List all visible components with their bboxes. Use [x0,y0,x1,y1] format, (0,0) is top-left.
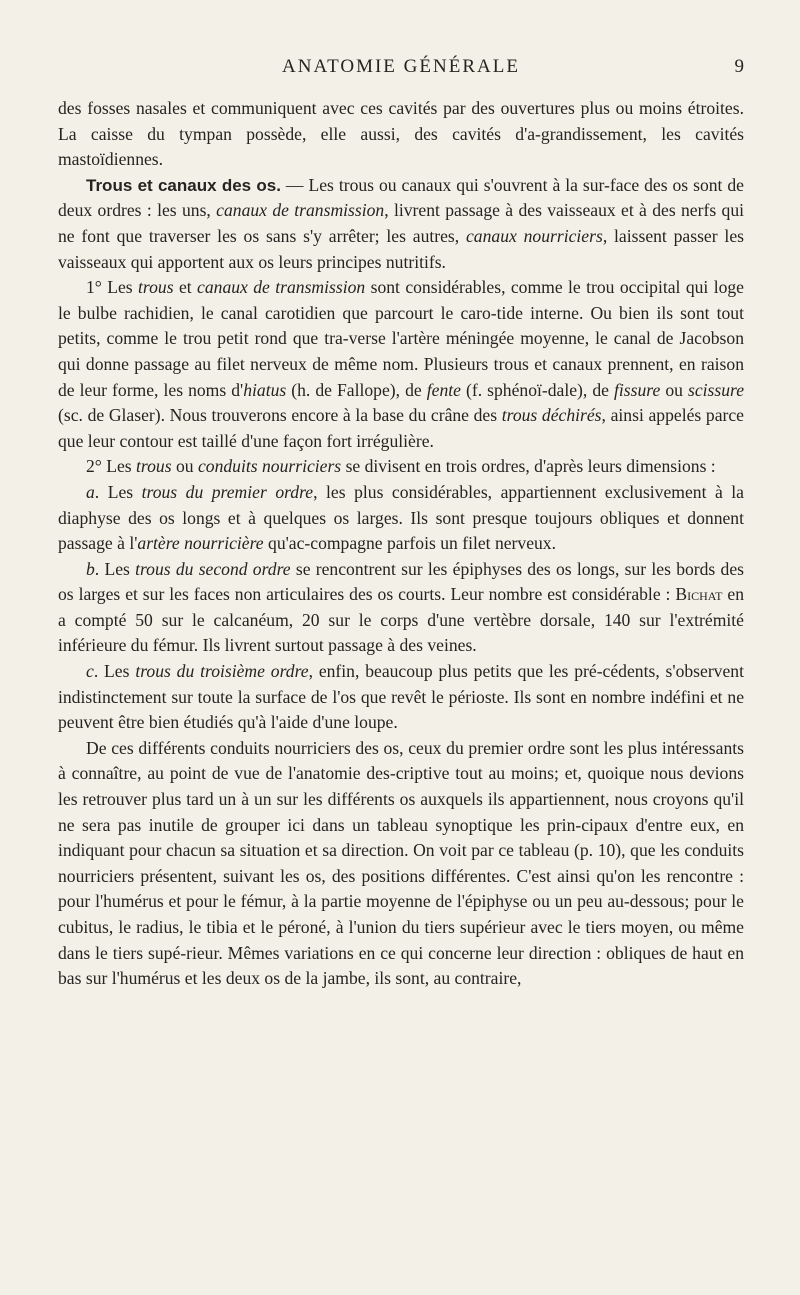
body-text [58,96,744,992]
text-run: qu'ac-compagne parfois un filet nerveux. [263,533,557,554]
text-run: en a compté 50 sur le calcanéum, 20 sur le corps d'une vertèbre dorsale, 140 sur l'extrémité inférieure du fémur. Ils livrent surtout passage à des veines. [58,584,744,656]
section-heading: Trous et canaux des os. [86,175,281,195]
italic-term: fente [426,379,461,400]
text-run: , laissent passer les vaisseaux qui apportent aux os leurs principes nutritifs. [58,225,744,272]
paragraph-trous-et-canaux [58,173,744,275]
text-run: (h. de Fallope), de [286,379,427,400]
text-run: — Les trous ou canaux qui s'ouvrent à la sur-face des os sont de deux ordres : les uns, [58,174,744,221]
text-run: , enfin, beaucoup plus petits que les pré-cédents, s'observent indistinctement sur toute la surface de l'os que revêt le périoste. Ils sont en nombre indéfini et ne peuvent être bien étudiés qu'à l'aide d'une loupe. [58,661,744,733]
paragraph-troisieme-ordre [58,659,744,736]
italic-term: artère nourricière [137,533,264,554]
text-run: , ainsi appelés parce que leur contour est taillé d'une façon fort irrégulière. [58,405,744,451]
italic-term: trous déchirés [501,405,602,426]
italic-term: conduits nourriciers [197,456,342,477]
italic-term: hiatus [243,379,287,400]
paragraph-conclusion: De ces différents conduits nourriciers des os, ceux du premier ordre sont les plus intéressants à connaître, au point de vue de l'anatomie des-criptive tout au moins; et, quoique nous devions les retrouver plus tard un à un sur les différents os auxquels ils appartiennent, nous croyons qu'il ne sera pas inutile de grouper ici dans un tableau synoptique les prin-cipaux d'entre eux, en indiquant pour chacun sa situation et sa direction. On voit par ce tableau (p. 10), que les conduits nourriciers présentent, suivant les os, des positions différentes. C'est ainsi qu'on les rencontre : pour l'humérus et pour le fémur, à la partie moyenne de l'épiphyse ou un peu au-dessous; pour le cubitus, le radius, le tibia et le péroné, à l'union du tiers supérieur avec le tiers moyen, ou même dans le tiers supé-rieur. Mêmes variations en ce qui concerne leur direction : obliques de haut en bas sur l'humérus et les deux os de la jambe, ils sont, au contraire, [58,737,744,989]
italic-term: canaux nourriciers [466,225,603,246]
paragraph-continuation: des fosses nasales et communiquent avec ces cavités par des ouvertures plus ou moins étroites. La caisse du tympan possède, elle aussi, des cavités d'a-grandissement, les cavités mastoïdiennes. [58,98,744,170]
page-header [58,56,744,96]
paragraph-second-ordre [58,557,744,659]
running-title: ANATOMIE GÉNÉRALE [282,56,520,77]
item-letter: a [86,481,95,502]
italic-term: trous [138,277,174,298]
text-run: se divisent en trois ordres, d'après leurs dimensions : [341,456,716,477]
item-letter: c [86,661,94,682]
italic-term: trous du premier ordre [141,481,314,502]
italic-term: canaux de transmission [216,200,385,221]
text-run: (f. sphénoï-dale), de [460,379,614,400]
text-run: sont considérables, comme le trou occipital qui loge le bulbe rachidien, le canal carotidien que parcourt le caro-tide interne. Ou bien ils sont tout petits, comme le trou petit rond que tra-verse l'artère méningée moyenne, le canal de Jacobson qui donne passage au filet nerveux de même nom. Plusieurs trous et canaux prennent, en raison de leur forme, les noms d' [58,277,744,400]
author-name: Bichat [675,584,723,605]
paragraph-premier-ordre [58,480,744,557]
text-run: 2° Les [86,456,137,477]
paragraph-nourriciers [58,454,744,480]
text-run: 1° Les [86,277,139,298]
text-run: . Les [94,558,136,579]
item-letter: b [86,558,95,579]
italic-term: trous du second ordre [135,558,291,579]
page-number: 9 [734,56,744,77]
text-run: et [173,277,198,298]
italic-term: trous [136,456,172,477]
italic-term: trous du troisième ordre [135,661,309,682]
text-run: ou [660,379,688,400]
text-run: ou [171,456,198,477]
italic-term: scissure [687,379,745,400]
text-run: (sc. de Glaser). Nous trouverons encore à la base du crâne des [58,405,502,426]
text-run: , livrent passage à des vaisseaux et à des nerfs qui ne font que traverser les os sans s'y arrêter; les autres, [58,200,745,246]
paragraph-transmission [58,275,744,454]
text-run: . Les [93,661,136,682]
text-run: . Les [94,481,142,502]
text-run: se rencontrent sur les épiphyses des os longs, sur les bords des os larges et sur les faces non articulaires des os courts. Leur nombre est considérable : [58,558,744,605]
text-run: , les plus considérables, appartiennent exclusivement à la diaphyse des os longs et à quelques os larges. Ils sont presque toujours obliques et donnent passage à l' [58,481,744,554]
italic-term: canaux de transmission [197,277,366,298]
italic-term: fissure [614,379,661,400]
